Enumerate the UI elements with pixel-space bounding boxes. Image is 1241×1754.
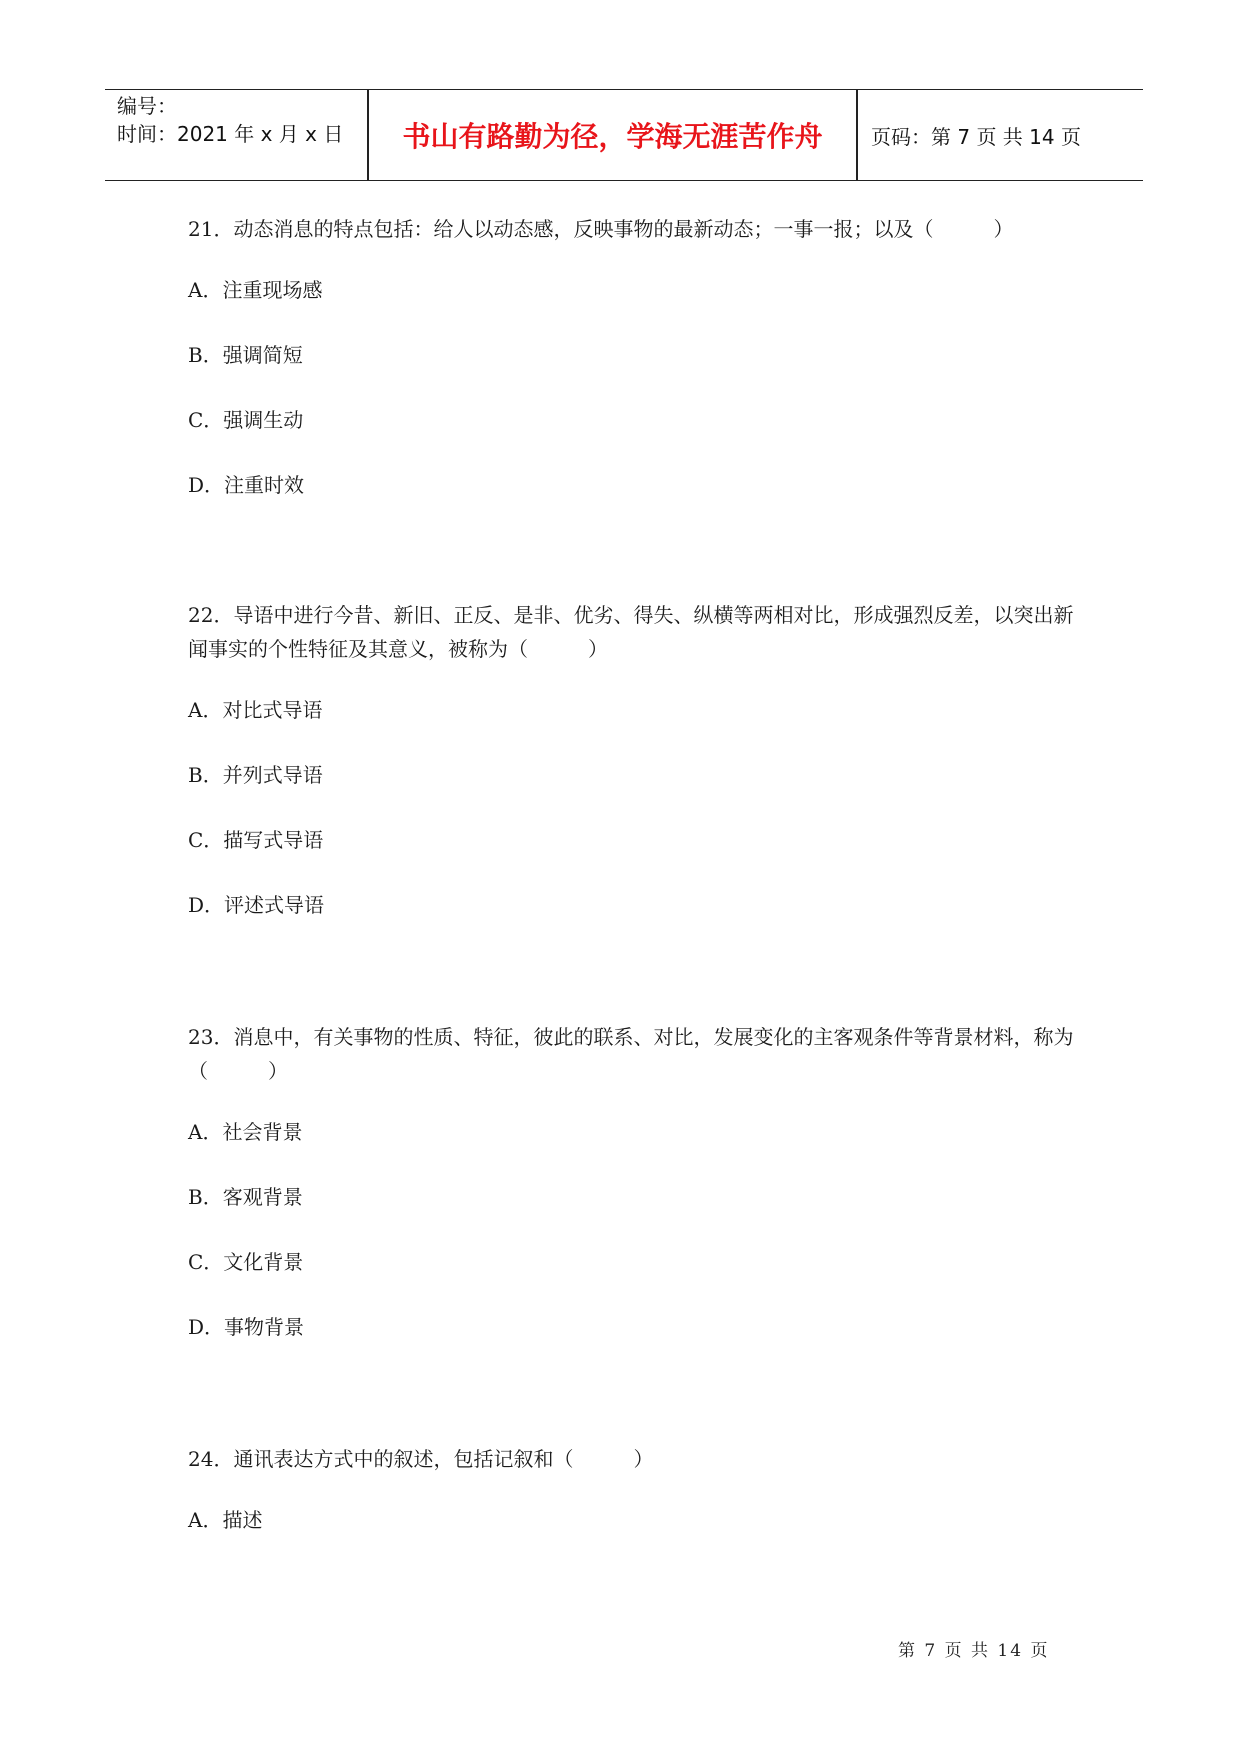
question-block bbox=[188, 598, 1078, 917]
option-c: C．强调生动 bbox=[188, 408, 304, 432]
option-b: B．客观背景 bbox=[188, 1185, 303, 1209]
header-meta bbox=[117, 92, 343, 148]
page-footer: 第 7 页 共 14 页 bbox=[898, 1641, 1050, 1661]
option-a: A．注重现场感 bbox=[188, 278, 323, 302]
option-d: D．评述式导语 bbox=[188, 893, 325, 917]
question-stem: 24．通讯表达方式中的叙述，包括记叙和（ ） bbox=[188, 1447, 654, 1471]
document-number-label: 编号： bbox=[117, 94, 177, 118]
option-c: C．文化背景 bbox=[188, 1250, 304, 1274]
option-b: B．强调简短 bbox=[188, 343, 303, 367]
question-stem: 21．动态消息的特点包括：给人以动态感，反映事物的最新动态；一事一报；以及（ ） bbox=[188, 217, 1014, 241]
question-stem: 22．导语中进行今昔、新旧、正反、是非、优劣、得失、纵横等两相对比，形成强烈反差，以突出新闻事实的个性特征及其意义，被称为（ ） bbox=[188, 603, 1074, 661]
option-d: D．注重时效 bbox=[188, 473, 305, 497]
question-block bbox=[188, 1020, 1078, 1339]
option-a: A．描述 bbox=[188, 1508, 263, 1532]
header-divider bbox=[856, 90, 858, 180]
option-a: A．社会背景 bbox=[188, 1120, 303, 1144]
option-d: D．事物背景 bbox=[188, 1315, 305, 1339]
header-page-code: 页码：第 7 页 共 14 页 bbox=[871, 124, 1081, 149]
question-stem: 23．消息中，有关事物的性质、特征，彼此的联系、对比，发展变化的主客观条件等背景材料，称为（ ） bbox=[188, 1025, 1074, 1083]
document-time-label: 时间：2021 年 x 月 x 日 bbox=[117, 122, 344, 146]
question-block bbox=[188, 1442, 1078, 1532]
header-slogan: 书山有路勤为径，学海无涯苦作舟 bbox=[402, 120, 823, 153]
document-header bbox=[105, 89, 1143, 181]
option-b: B．并列式导语 bbox=[188, 763, 323, 787]
option-c: C．描写式导语 bbox=[188, 828, 324, 852]
option-a: A．对比式导语 bbox=[188, 698, 323, 722]
question-block bbox=[188, 212, 1078, 497]
